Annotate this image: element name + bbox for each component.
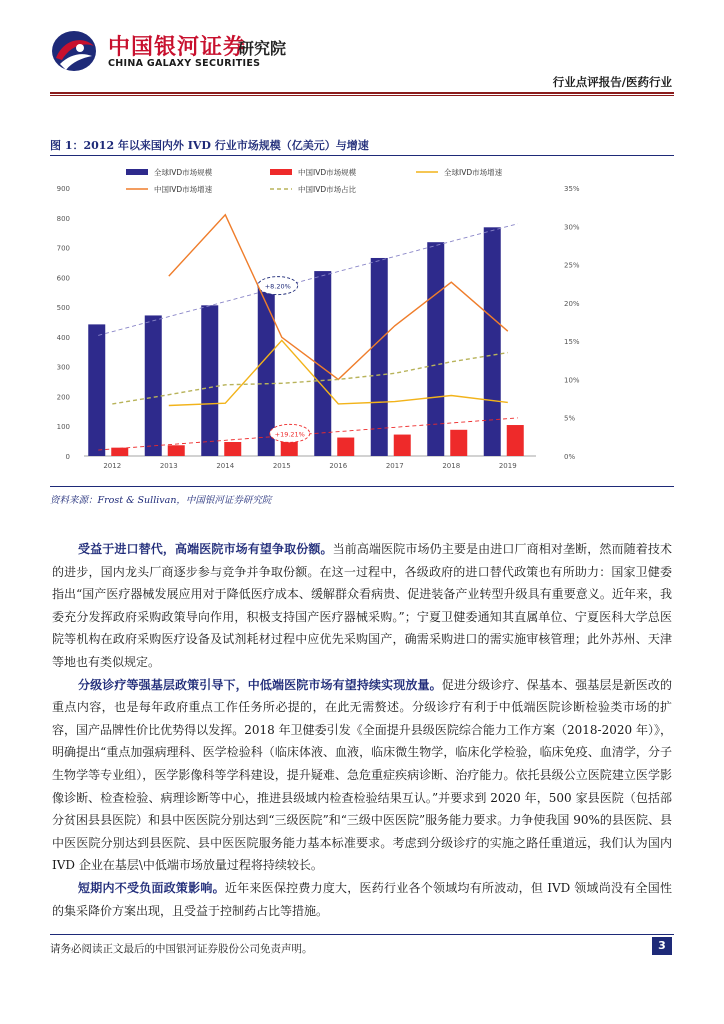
trendline xyxy=(98,224,518,336)
left-tick-label: 200 xyxy=(56,393,70,402)
paragraph-tiered-diagnosis xyxy=(52,674,672,877)
logo-chinese-name: 中国银河证券 xyxy=(108,35,247,60)
paragraph-lead: 受益于进口替代，高端医院市场有望争取份额。 xyxy=(78,542,333,556)
left-tick-label: 0 xyxy=(65,453,70,461)
x-tick-label: 2015 xyxy=(272,462,291,470)
figure-bottom-rule xyxy=(50,486,674,487)
global-ivd-bar xyxy=(201,305,218,456)
global-ivd-bar xyxy=(88,324,105,456)
x-tick-label: 2018 xyxy=(442,462,461,470)
paragraph-body: 当前高端医院市场仍主要是由进口厂商相对垄断，然而随着技术的进步，国内龙头厂商逐步参与竞争并争取份额。在这一过程中，各级政府的进口替代政策也有所助力：国家卫健委指出“国产医疗器械发展应用对于降低医疗成本、缓解群众看病贵、促进装备产业转型升级具有重要意义。近年来，我委充分发挥政府采购政策导向作用，积极支持国产医疗器械采购。”；宁夏卫健委通知其直属单位、宁夏医科大学总医院等机构在政府采购医疗设备及试剂耗材过程中应优先采购国产，确需采购进口的需实施审核管理；此外苏州、天津等地也有类似规定。 xyxy=(52,542,672,669)
legend-label: 中国IVD市场增速 xyxy=(154,185,213,194)
figure-title: 图 1：2012 年以来国内外 IVD 行业市场规模（亿美元）与增速 xyxy=(50,139,369,152)
left-tick-label: 100 xyxy=(56,423,70,432)
right-tick-label: 15% xyxy=(564,338,580,347)
x-tick-label: 2012 xyxy=(103,462,122,470)
left-tick-label: 700 xyxy=(56,244,70,253)
china-ivd-bar xyxy=(394,435,411,456)
ivd-market-chart xyxy=(50,160,674,484)
right-tick-label: 0% xyxy=(564,453,576,461)
legend-label: 中国IVD市场规模 xyxy=(298,168,357,177)
left-tick-label: 600 xyxy=(56,274,70,283)
institute-name: 研究院 xyxy=(238,39,287,58)
body-text xyxy=(52,538,672,922)
x-tick-label: 2014 xyxy=(216,462,235,470)
china-ivd-bar xyxy=(337,438,354,456)
figure-source: 资料来源：Frost & Sullivan，中国银河证券研究院 xyxy=(50,495,272,506)
x-tick-label: 2019 xyxy=(498,462,517,470)
paragraph-lead: 分级诊疗等强基层政策引导下，中低端医院市场有望持续实现放量。 xyxy=(78,677,442,692)
china-ivd-bar xyxy=(450,430,467,456)
right-tick-label: 10% xyxy=(564,376,580,385)
china-ivd-bar xyxy=(224,442,241,456)
series-line xyxy=(169,340,508,405)
legend-swatch xyxy=(126,169,148,175)
header-divider-thin xyxy=(50,95,674,96)
right-tick-label: 25% xyxy=(564,261,580,270)
china-ivd-bar xyxy=(168,445,185,456)
trendline-label: +19.21% xyxy=(274,430,305,439)
global-ivd-bar xyxy=(484,227,501,456)
left-tick-label: 400 xyxy=(56,333,70,342)
right-tick-label: 35% xyxy=(564,185,580,193)
footer-divider xyxy=(50,934,674,935)
paragraph-lead: 短期内不受负面政策影响。 xyxy=(78,880,225,895)
paragraph-policy-impact xyxy=(52,877,672,922)
logo-english-name: CHINA GALAXY SECURITIES xyxy=(108,58,261,69)
header-divider xyxy=(50,92,674,94)
right-tick-label: 20% xyxy=(564,299,580,308)
paragraph-body: 近年来医保控费力度大，医药行业各个领域均有所波动，但 IVD 领域尚没有全国性的集采降价方案出现，且受益于控制药占比等措施。 xyxy=(52,880,672,918)
trendline-label: +8.20% xyxy=(264,282,291,291)
left-tick-label: 500 xyxy=(56,304,70,313)
china-ivd-bar xyxy=(507,425,524,456)
company-logo xyxy=(50,28,310,74)
paragraph-import-substitution xyxy=(52,538,672,674)
legend-label: 全球IVD市场规模 xyxy=(154,168,213,177)
disclaimer: 请务必阅读正文最后的中国银河证券股份公司免责声明。 xyxy=(50,943,313,955)
figure-top-rule xyxy=(50,155,674,156)
global-ivd-bar xyxy=(371,258,388,456)
x-tick-label: 2017 xyxy=(385,462,404,470)
left-tick-label: 800 xyxy=(56,214,70,223)
left-tick-label: 300 xyxy=(56,363,70,372)
global-ivd-bar xyxy=(145,315,162,456)
left-tick-label: 900 xyxy=(56,185,70,193)
paragraph-body: 促进分级诊疗、保基本、强基层是新医改的重点内容，也是每年政府重点工作任务所必提的，在此无需赘述。分级诊疗有利于中低端医院诊断检验类市场的扩容，国产品牌性价比优势得以发挥。2018 年卫健委引发《全面提升县级医院综合能力工作方案（2018-2020 年）》，明确提出“重点加强病理科、医学检验科（临床体液、血液，临床微生物学，临床化学检验，临床免疫、血清学，分子生物学等专业组），医学影像科等学科建设，提升疑难、急危重症疾病诊断、治疗能力。依托县级公立医院建立医学影像诊断、检查检验、病理诊断等中心，推进县级域内检查检验结果互认。”并要求到 2020 年，500 家县医院（包括部分贫困县县医院）和县中医医院分别达到“三级医院”和“三级中医医院”服务能力要求。力争使我国 90%的县医院、县中医医院分别达到县医院、县中医医院服务能力基本标准要求。考虑到分级诊疗的实施之路任重道远，我们认为国内 IVD 企业在基层\中低端市场放量过程将持续较长。 xyxy=(52,677,672,873)
legend-label: 中国IVD市场占比 xyxy=(298,185,357,194)
right-tick-label: 5% xyxy=(564,414,576,423)
report-type: 行业点评报告/医药行业 xyxy=(552,75,672,89)
page-number: 3 xyxy=(652,937,672,955)
galaxy-swirl-icon xyxy=(50,28,98,74)
x-tick-label: 2016 xyxy=(329,462,348,470)
legend-label: 全球IVD市场增速 xyxy=(444,168,503,177)
x-tick-label: 2013 xyxy=(159,462,178,470)
legend-swatch xyxy=(270,169,292,175)
right-tick-label: 30% xyxy=(564,223,580,232)
